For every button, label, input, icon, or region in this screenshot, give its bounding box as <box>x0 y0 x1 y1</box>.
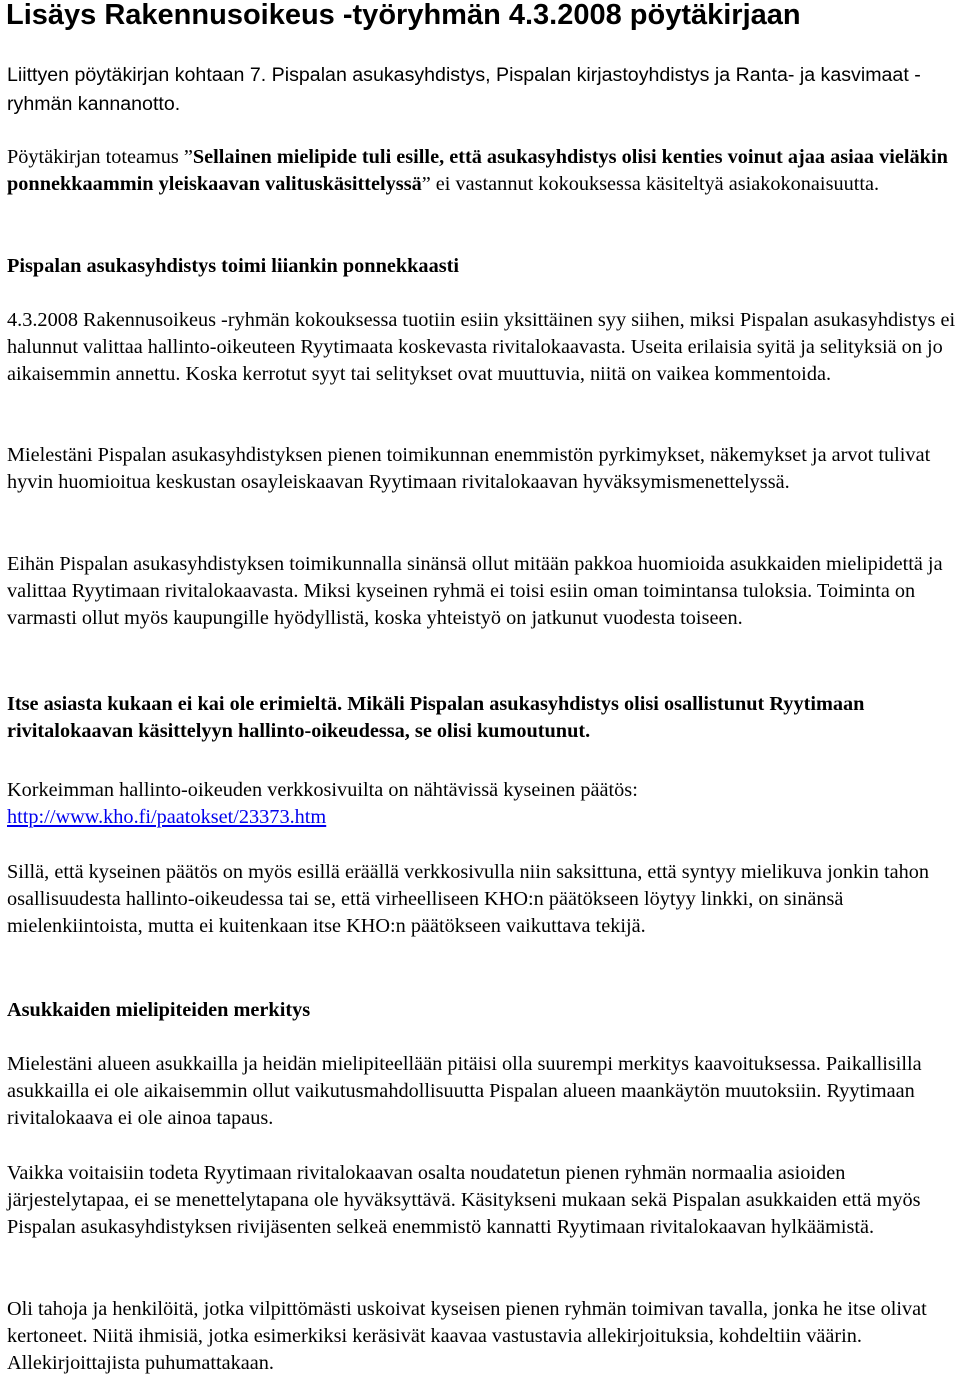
section-heading-2: Asukkaiden mielipiteiden merkitys <box>7 999 311 1021</box>
paragraph-1-intro: Pöytäkirjan toteamus ” <box>7 146 193 168</box>
paragraph-7: Sillä, että kyseinen päätös on myös esillä eräällä verkkosivulla niin saksittuna, että syntyy mielikuva jonkin tahon osallisuudesta hallinto-oikeudessa tai se, että virheelliseen KHO:n päätökseen löytyy linkki, on sinänsä mielenkiintoista, mutta ei kuitenkaan itse KHO:n päätökseen vaikuttava tekijä. <box>7 861 930 937</box>
paragraph-1-rest: ” ei vastannut kokouksessa käsiteltyä asiakokonaisuutta. <box>421 173 880 195</box>
kho-decision-link[interactable]: http://www.kho.fi/paatokset/23373.htm <box>7 806 327 828</box>
section-heading-1: Pispalan asukasyhdistys toimi liiankin ponnekkaasti <box>7 255 459 277</box>
paragraph-10: Oli tahoja ja henkilöitä, jotka vilpittömästi uskoivat kyseisen pienen ryhmän toimivan tavalla, jonka he itse olivat kertoneet. Niitä ihmisiä, jotka esimerkiksi keräsivät kaavaa vastustavia allekirjoituksia, kohdeltiin väärin. Allekirjoittajista puhumattakaan. <box>7 1298 927 1374</box>
paragraph-1 <box>7 144 957 198</box>
paragraph-2: 4.3.2008 Rakennusoikeus -ryhmän kokouksessa tuotiin esiin yksittäinen syy siihen, miksi Pispalan asukasyhdistys ei halunnut valittaa hallinto-oikeuteen Ryytimaata koskevasta rivitalokaavasta. Useita erilaisia syitä ja selityksiä on jo aikaisemmin annettu. Koska kerrotut syyt tai selitykset ovat muuttuvia, niitä on vaikea kommentoida. <box>7 309 956 385</box>
paragraph-9: Vaikka voitaisiin todeta Ryytimaan rivitalokaavan osalta noudatetun pienen ryhmän normaalia asioiden järjestelytapaa, ei se menettelytapana ole hyväksyttävä. Käsitykseni mukaan sekä Pispalan asukkaiden että myös Pispalan asukasyhdistyksen rivijäsenten selkeä enemmistö kannatti Ryytimaan rivitalokaavan hylkäämistä. <box>7 1162 921 1238</box>
document-title: Lisäys Rakennusoikeus -työryhmän 4.3.2008 pöytäkirjaan <box>6 0 801 31</box>
paragraph-5: Itse asiasta kukaan ei kai ole erimieltä. Mikäli Pispalan asukasyhdistys olisi osallistunut Ryytimaan rivitalokaavan käsittelyyn hallinto-oikeudessa, se olisi kumoutunut. <box>7 693 865 742</box>
paragraph-8: Mielestäni alueen asukkailla ja heidän mielipiteellään pitäisi olla suurempi merkitys kaavoituksessa. Paikallisilla asukkailla ei ole aikaisemmin ollut vaikutusmahdollisuutta Pispalan alueen maankäytön muutoksiin. Ryytimaan rivitalokaava ei ole ainoa tapaus. <box>7 1053 922 1129</box>
document-subtitle: Liittyen pöytäkirjan kohtaan 7. Pispalan asukasyhdistys, Pispalan kirjastoyhdistys ja Ranta- ja kasvimaat -ryhmän kannanotto. <box>7 64 921 115</box>
paragraph-1-quote: Sellainen mielipide tuli esille, että asukasyhdistys olisi kenties voinut ajaa asiaa vieläkin ponnekkaammin yleiskaavan valituskäsittelyssä <box>7 146 948 195</box>
paragraph-6-text: Korkeimman hallinto-oikeuden verkkosivuilta on nähtävissä kyseinen päätös: <box>7 779 638 801</box>
paragraph-4: Eihän Pispalan asukasyhdistyksen toimikunnalla sinänsä ollut mitään pakkoa huomioida asukkaiden mielipidettä ja valittaa Ryytimaan rivitalokaavasta. Miksi kyseinen ryhmä ei toisi esiin oman toimintansa tuloksia. Toiminta on varmasti ollut myös kaupungille hyödyllistä, koska yhteistyö on jatkunut vuodesta toiseen. <box>7 553 943 629</box>
paragraph-3: Mielestäni Pispalan asukasyhdistyksen pienen toimikunnan enemmistön pyrkimykset, näkemykset ja arvot tulivat hyvin huomioitua keskustan osayleiskaavan Ryytimaan rivitalokaavan hyväksymismenettelyssä. <box>7 444 931 493</box>
paragraph-6 <box>7 777 957 831</box>
